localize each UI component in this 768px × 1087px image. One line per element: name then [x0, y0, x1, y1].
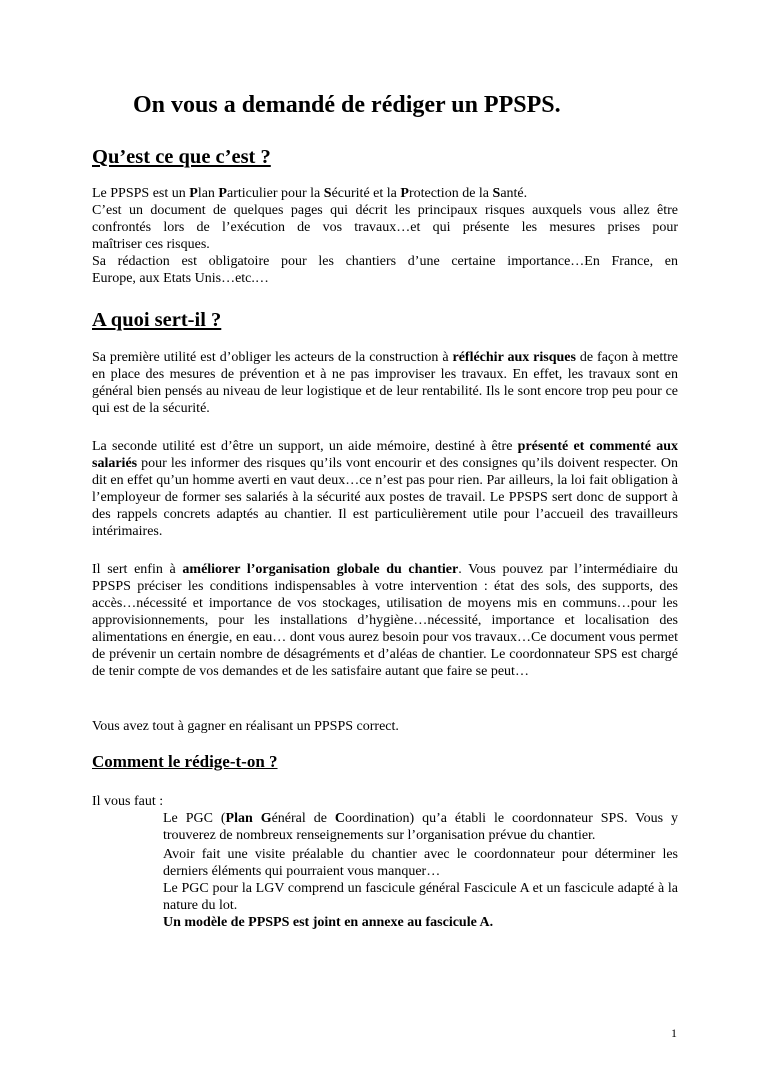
section1-line1: Le PPSPS est un Plan Particulier pour la Sécurité et la Protection de la Santé.	[92, 186, 528, 201]
requirement-item-pgc: Le PGC (Plan Général de Coordination) qu’a établi le coordonnateur SPS. Vous y trouverez de nombreux renseignements sur l’organisation prévue du chantier.	[163, 811, 678, 843]
page-title: On vous a demandé de rédiger un PPSPS.	[133, 92, 561, 118]
section1-line2: C’est un document de quelques pages qui décrit les principaux risques auxquels vous allez être	[92, 203, 678, 218]
purpose-conclusion: Vous avez tout à gagner en réalisant un PPSPS correct.	[92, 719, 399, 734]
page-number: 1	[671, 1026, 677, 1040]
section-heading-how-to-write: Comment le rédige-t-on ?	[92, 752, 278, 771]
section1-line6: Europe, aux Etats Unis…etc.…	[92, 271, 269, 286]
requirement-item-annex: Un modèle de PPSPS est joint en annexe au fascicule A.	[163, 915, 494, 930]
purpose-paragraph-3: Il sert enfin à améliorer l’organisation globale du chantier. Vous pouvez par l’intermédiaire du PPSPS préciser les conditions indispensables à votre intervention : état des sols, des supports, des accès…nécessité et importance de vos stockages, utilisation de moyens mis en communs…pour les approvisionnements, pour les installations d’hygiène…nécessité, importance et localisation des alimentations en énergie, en eau… dont vous aurez besoin pour vos travaux…Ce document vous permet de prévenir un certain nombre de désagréments et d’aléas de chantier. Le coordonnateur SPS est chargé de tenir compte de vos demandes et de les satisfaire autant que faire se peut…	[92, 562, 679, 679]
section1-line4: maîtriser ces risques.	[92, 237, 210, 252]
section-heading-purpose: A quoi sert-il ?	[92, 309, 222, 331]
section-heading-what-is-it: Qu’est ce que c’est ?	[92, 146, 271, 168]
requirement-item-visit: Avoir fait une visite préalable du chantier avec le coordonnateur pour déterminer les derniers éléments qui pourraient vous manquer…	[163, 847, 678, 879]
requirement-item-lgv: Le PGC pour la LGV comprend un fascicule général Fascicule A et un fascicule adapté à la nature du lot.	[163, 881, 678, 913]
how-to-intro: Il vous faut :	[92, 794, 164, 809]
section1-body	[92, 185, 678, 287]
purpose-paragraph-1: Sa première utilité est d’obliger les acteurs de la construction à réfléchir aux risques de façon à mettre en place des mesures de prévention et à ne pas improviser les travaux. En effet, les travaux sont en général bien pensés au niveau de leur logistique et de leur rentabilité. Ils le sont encore trop peu pour ce qui est de la sécurité.	[92, 350, 678, 416]
section1-line5: Sa rédaction est obligatoire pour les chantiers d’une certaine importance…En France, en	[92, 254, 678, 269]
section1-line3: confrontés lors de l’exécution de vos travaux…et qui présente les mesures prises pour	[92, 220, 678, 235]
purpose-paragraph-2: La seconde utilité est d’être un support, un aide mémoire, destiné à être présenté et commenté aux salariés pour les informer des risques qu’ils vont encourir et des consignes qu’ils doivent respecter. On dit en effet qu’un homme averti en vaut deux…ce n’est pas pour rien. Par ailleurs, la loi fait obligation à l’employeur de former ses salariés à la sécurité aux postes de travail. Le PPSPS sert donc de support à des rappels concrets adaptés au chantier. Il est particulièrement utile pour l’accueil des travailleurs intérimaires.	[92, 439, 678, 539]
